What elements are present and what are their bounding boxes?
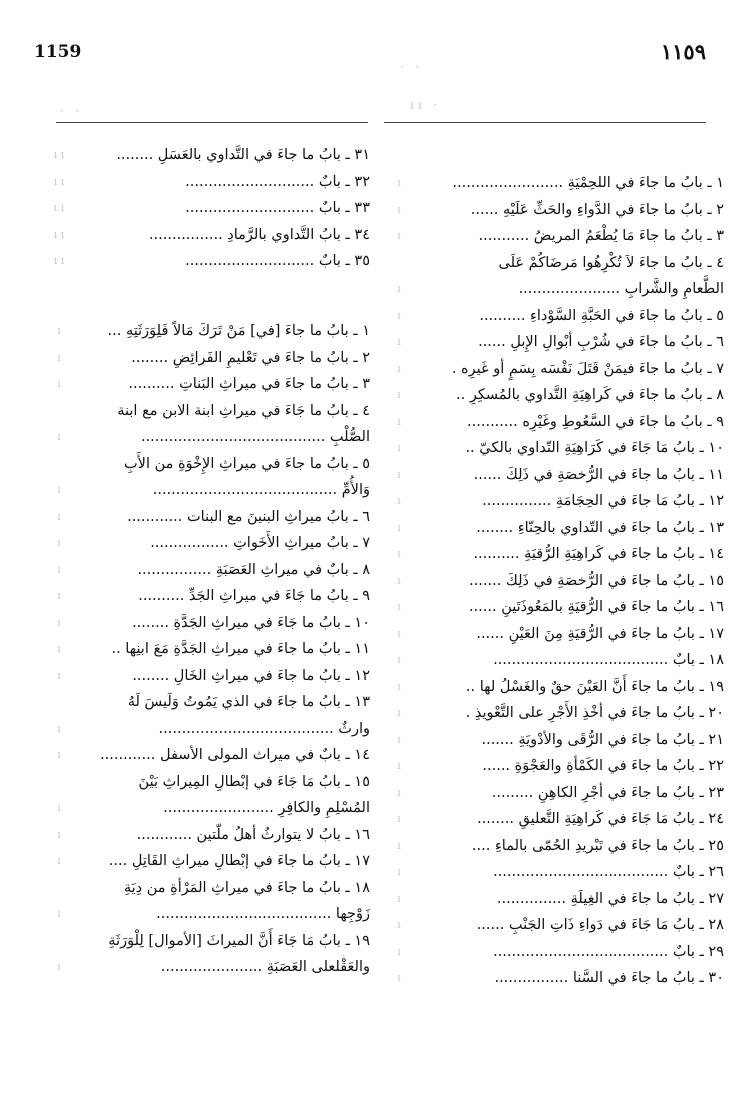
toc-entry (390, 435, 724, 462)
toc-entry (50, 610, 370, 637)
toc-entry-text: ٢٧ ـ بابُ ما جاءَ في الغِيلَةِ ............... (496, 890, 724, 907)
toc-entry (390, 276, 724, 303)
toc-entry-text: ١٠ ـ بابُ ما جَاءَ في ميراثِ الجَدَّةِ ........ (132, 614, 370, 631)
page-ref: ı (397, 732, 401, 746)
toc-entry (50, 875, 370, 902)
toc-entry-text: ١٧ ـ بابُ ما جاءَ في إبْطالِ ميراثِ القَاتِلِ .... (108, 853, 370, 869)
toc-entry (50, 716, 370, 743)
toc-entry (50, 398, 370, 425)
page-ref: ı (57, 483, 61, 496)
toc-entry-text: ٢ ـ بابُ ما جاءَ في الدَّواءِ والحَثِّ عَلَيْهِ ...... (470, 201, 724, 218)
toc-entry (50, 928, 370, 955)
page-ref: ı (397, 626, 401, 640)
toc-entry (390, 223, 724, 250)
toc-entry (390, 886, 724, 913)
toc-entry (390, 568, 724, 595)
page-ref: ı (397, 706, 401, 719)
toc-entry (390, 303, 724, 330)
page-ref: ı (397, 759, 401, 772)
toc-entry-text: ١٩ ـ بابُ ما جاءَ أَنَّ العَيْنَ حقٌ والغَسْلُ لها .. (465, 678, 724, 695)
header-rule-right (384, 122, 706, 123)
page-ref: ı (57, 430, 61, 443)
toc-entry-text: ٦ ـ بابُ ميراثِ البنينَ مع البنات ............ (127, 508, 370, 525)
toc-entry (390, 621, 724, 648)
page-number-latin: 1159 (34, 42, 82, 62)
page-ref: ı ı (53, 148, 65, 161)
toc-entry (50, 663, 370, 690)
toc-entry-text: ٣١ ـ بابُ ما جاءَ في التَّداوي بالعَسَلِ ........ (116, 147, 370, 163)
toc-entry-text: ٣ ـ بابُ ما جاءَ في ميراثِ البَناتِ .......... (128, 376, 370, 392)
toc-entry-text: ٢٠ ـ بابُ ما جاءَ في أخْذِ الأَجْرِ على التَّعْويذِ . (465, 705, 724, 721)
page-ref: ı (57, 589, 61, 602)
page-ref: ı (397, 361, 401, 375)
toc-entry-text: وارثٌ ...................................... (158, 720, 370, 737)
toc-entry (50, 848, 370, 875)
toc-entry (50, 583, 370, 610)
page-ref: ı (57, 377, 61, 390)
toc-entry (50, 795, 370, 822)
page-ref: ı ı (53, 174, 65, 188)
toc-entry (50, 901, 370, 928)
toc-entry-text: ١٩ ـ بابُ مَا جَاءَ أَنَّ الميراثَ [الأموال] لِلْوَرَثَةِ (108, 932, 370, 949)
toc-entry (50, 636, 370, 663)
toc-entry-text: ٨ ـ بابٌ في ميراثِ العَصَبَةِ ................ (137, 561, 370, 578)
toc-entry-text: ١١ ـ بابُ ما جاءَ في الرُّخصَةِ في ذَلِكَ ...... (473, 466, 724, 483)
header-rule-left (56, 122, 368, 123)
toc-entry (50, 169, 370, 196)
toc-entry-text: ٢٣ ـ بابُ ما جاءَ في أجْرِ الكاهِنِ ......... (491, 784, 724, 801)
toc-entry-text: ٣٣ ـ بابٌ ............................ (185, 200, 370, 216)
toc-entry (390, 833, 724, 860)
toc-entry (50, 557, 370, 584)
toc-entry (50, 504, 370, 531)
toc-entry-text: ٥ ـ بابُ ما جاءَ في الحَبَّةِ السَّوْداءِ .......... (479, 307, 724, 324)
toc-entry-text: ٦ ـ بابُ ما جاءَ في شُرْبِ أبْوالِ الإِبلِ ...... (478, 334, 724, 350)
page-ref: ı (57, 960, 61, 973)
toc-entry-text: ٩ ـ بابُ ما جاءَ في السَّعُوطِ وغَيْرِه ........... (467, 413, 724, 430)
page-ref: ı ı (53, 201, 65, 214)
toc-entry (390, 515, 724, 542)
toc-entry (50, 222, 370, 249)
page-ref: ı (57, 509, 61, 523)
page-number-arabic: ١١٥٩ (660, 39, 706, 64)
page-ref: ı (397, 335, 401, 348)
page-ref: ı (57, 324, 61, 337)
toc-entry (390, 727, 724, 754)
page-ref: ı (397, 891, 401, 905)
toc-entry-text: الطَّعامِ والشَّرابِ ...................... (518, 281, 724, 297)
toc-entry-text: ١٤ ـ بابٌ في ميراث المولى الأسفل ............ (100, 747, 370, 763)
toc-entry-text: ٣٥ ـ بابٌ ............................ (185, 253, 370, 269)
toc-entry-text: والعَقْلعلى العَصَبَةِ ...................... (160, 959, 370, 975)
toc-entry (390, 939, 724, 966)
toc-column-right (390, 170, 724, 992)
toc-entry-text: ٢٢ ـ بابُ ما جاءَ في الكَمْأةِ والعَجْوَةِ ...... (482, 758, 724, 774)
page-ref: ı (57, 801, 61, 814)
toc-entry (50, 689, 370, 716)
toc-entry-text: ١٥ ـ بابُ مَا جَاءَ في إبْطالِ المِيراثِ بَيْنَ (138, 773, 370, 790)
page-ref: ı (397, 229, 401, 242)
toc-entry-text: ١٨ ـ بابٌ ...................................... (493, 652, 724, 668)
toc-entry (50, 954, 370, 981)
toc-entry (50, 195, 370, 222)
toc-entry (390, 329, 724, 356)
toc-entry-text: ٢ ـ بابُ ما جاءَ في تَعْليمِ الفَرائِضِ ........ (131, 349, 370, 366)
toc-entry-text: ٤ ـ بابُ ما جاءَ لاَ تُكْرِهُوا مَرضَاكُمْ عَلَى (498, 254, 724, 271)
faint-mark: · · (60, 104, 84, 118)
toc-entry (390, 488, 724, 515)
page-ref: ı (397, 441, 401, 454)
page-ref: ı (397, 176, 401, 189)
page-ref: ı (397, 971, 401, 984)
toc-entry-text: ١٢ ـ بابُ ما جاءَ في ميراثِ الخَالِ ........ (132, 667, 370, 684)
toc-entry (50, 822, 370, 849)
page-ref: ı (57, 562, 61, 576)
toc-entry-text: ١٢ ـ بابُ مَا جاءَ في الحِجَامَةِ ............... (482, 493, 724, 509)
toc-entry-text: ١٧ ـ بابُ ما جاءَ في الرُّقيَةِ مِنَ العَيْنِ ...... (476, 625, 724, 642)
faint-mark: ıı · (410, 98, 442, 112)
toc-entry (390, 965, 724, 992)
toc-entry-text: ٢٤ ـ بابُ مَا جَاءَ في كَراهِيَةِ التَّعليقِ ........ (477, 811, 724, 827)
toc-entry (390, 647, 724, 674)
toc-entry (390, 170, 724, 197)
toc-entry (390, 382, 724, 409)
toc-entry-text: ١٦ ـ بابُ لا يتوارثُ أهلُ ملّتين ............ (136, 826, 370, 843)
page-ref: ı (57, 748, 61, 761)
toc-entry (390, 700, 724, 727)
page-ref: ı (397, 812, 401, 825)
toc-entry (390, 806, 724, 833)
page-ref: ı (397, 679, 401, 693)
toc-column-left-inheritance (50, 318, 370, 981)
toc-entry-text: ١٠ ـ بابُ مَا جَاءَ في كَرَاهِيَةِ التّداوي بالكيّ .. (465, 440, 724, 456)
toc-entry-text: ١٦ ـ بابُ ما جاءَ في الرُّقيَةِ بالمَعُوذَتَينِ ...... (468, 599, 724, 615)
page-ref: ı (397, 944, 401, 958)
page-ref: ı (397, 865, 401, 878)
toc-entry-text: ٤ ـ بابُ ما جَاءَ في ميراثِ ابنة الابن مع ابنة (117, 402, 370, 419)
toc-entry (50, 424, 370, 451)
toc-entry-text: ٥ ـ بابُ ما جاءَ في ميراثِ الإِخْوَةِ من الأَبِ (124, 455, 370, 472)
toc-entry-text: ١٤ ـ بابُ ما جاءَ في كَراهِيَةِ الرُّقيَةِ .......... (473, 546, 724, 562)
toc-entry-text: وَالأُمِّ ........................................ (152, 482, 370, 498)
page-ref: ı (57, 350, 61, 364)
toc-entry (390, 859, 724, 886)
toc-entry-text: ٧ ـ بابُ ما جاءَ فيمَنْ قَتَلَ نَفْسَه بِسَمٍ أو غَيرِه . (451, 360, 724, 377)
toc-entry-text: ٣٠ ـ بابُ ما جاءَ في السَّنا ................ (494, 970, 724, 986)
page-ref: ı (397, 494, 401, 507)
page-ref: ı (397, 785, 401, 799)
page-ref: ı (57, 642, 61, 655)
toc-entry-text: ١ ـ بابُ ما جاءَ في اللحِمْيَةِ ........................ (452, 175, 724, 191)
page-ref: ı (397, 547, 401, 560)
toc-entry-text: المُسْلِمِ والكافِرِ ........................ (163, 800, 370, 816)
toc-entry-text: ٢١ ـ بابُ ما جاءَ في الرُّقَى والأدْويَةِ ....... (481, 731, 724, 748)
page-ref: ı (397, 308, 401, 322)
toc-entry (50, 345, 370, 372)
page-ref: ı (397, 918, 401, 931)
toc-entry-text: ١١ ـ بابُ ما جاءَ في ميراثِ الجَدَّةِ مَعَ ابنِها .. (111, 641, 370, 657)
toc-entry (50, 371, 370, 398)
toc-entry-text: الصُّلْبِ ........................................ (140, 429, 370, 445)
toc-entry-text: ٣ ـ بابُ ما جاءَ مَا يُطْعَمُ المريضُ ........... (478, 228, 724, 244)
page-ref: ı (57, 668, 61, 682)
toc-entry (50, 318, 370, 345)
toc-entry-text: ٣٢ ـ بابٌ ............................ (185, 173, 370, 190)
page-ref: ı (397, 573, 401, 587)
toc-entry-text: ١٨ ـ بابُ ما جاءَ في ميراثِ المَرْأةِ من دِيَةِ (123, 879, 370, 896)
page-ref: ı (57, 854, 61, 867)
page-ref: ı (397, 414, 401, 428)
toc-entry-text: ١٣ ـ بابُ ما جاءَ في التّداوي بالحِنّاءِ ........ (476, 519, 724, 536)
page-ref: ı ı (53, 254, 65, 267)
toc-entry (390, 753, 724, 780)
toc-entry (390, 409, 724, 436)
toc-entry-text: ٢٦ ـ بابٌ ...................................... (493, 864, 724, 880)
toc-column-left-medicine (50, 142, 370, 275)
toc-entry-text: ٢٨ ـ بابُ مَا جَاءَ في دَواءِ ذَاتِ الجَنْبِ ...... (476, 917, 724, 933)
page-ref: ı (397, 388, 401, 401)
page-ref: ı (397, 202, 401, 216)
page-ref: ı (397, 838, 401, 852)
page-ref: ı (397, 467, 401, 481)
page-ref: ı ı (53, 227, 65, 241)
page-ref: ı (397, 282, 401, 295)
page-ref: ı (57, 721, 61, 735)
toc-entry-text: ٩ ـ بابُ ما جَاءَ في ميراثِ الجَدِّ .......... (138, 588, 370, 604)
page-ref: ı (57, 536, 61, 549)
toc-entry (390, 250, 724, 277)
page-ref: ı (57, 907, 61, 920)
toc-entry-text: ١٣ ـ بابُ ما جاءَ في الذي يَمُوتُ وَلَيسَ لَهُ (127, 694, 370, 710)
page-ref: ı (397, 653, 401, 666)
toc-entry-text: ٨ ـ بابُ ما جاءَ في كَراهِيَةِ التَّداوي بالمُسكِرِ .. (456, 387, 724, 403)
toc-entry-text: ١ ـ بابُ ما جاءَ [في] مَنْ تَرَكَ مَالاً فَلِوَرَثَتِهِ ... (107, 323, 370, 339)
toc-entry (390, 462, 724, 489)
toc-entry-text: ١٥ ـ بابُ ما جاءَ في الرُّخصَةِ في ذَلِكَ ....... (469, 572, 724, 589)
toc-entry (390, 594, 724, 621)
toc-entry-text: ٢٩ ـ بابٌ ...................................... (493, 943, 724, 960)
page-ref: ı (397, 520, 401, 534)
toc-entry (50, 530, 370, 557)
faint-mark: · · (400, 60, 424, 74)
toc-entry-text: زَوْجِها ...................................... (156, 906, 370, 922)
toc-entry-text: ٧ ـ بابُ ميراثِ الأَخَواتِ ................. (150, 535, 370, 551)
toc-entry (50, 142, 370, 169)
toc-entry (390, 780, 724, 807)
toc-entry (390, 541, 724, 568)
toc-entry (390, 674, 724, 701)
toc-entry (50, 742, 370, 769)
toc-entry-text: ٣٤ ـ بابُ التَّداوي بالرَّمادِ ................ (148, 226, 370, 243)
toc-entry (390, 912, 724, 939)
toc-entry (390, 197, 724, 224)
page-ref: ı (57, 615, 61, 629)
toc-entry (50, 477, 370, 504)
toc-entry (390, 356, 724, 383)
page-ref: ı (57, 827, 61, 841)
page-ref: ı (397, 600, 401, 613)
toc-entry-text: ٢٥ ـ بابُ ما جاءَ في تَبْريدِ الحُمّى بالماءِ .... (471, 837, 724, 854)
toc-entry (50, 451, 370, 478)
toc-entry (50, 248, 370, 275)
toc-entry (50, 769, 370, 796)
